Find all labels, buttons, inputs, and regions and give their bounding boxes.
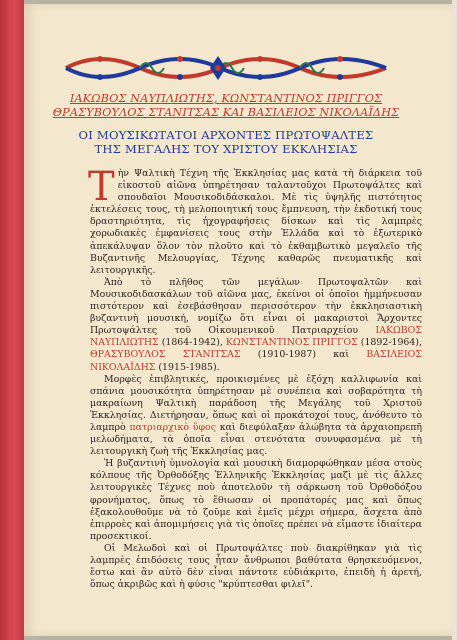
adjacent-red-page: [0, 0, 24, 640]
name-priggos: ΚΩΝΣΤΑΝΤΙΝΟΣ ΠΡΙΓΓΟΣ: [225, 337, 358, 349]
paragraph-1: Τὴν Ψαλτικὴ Τέχνη τῆς Ἐκκλησίας μας κατὰ τὴ διάρκεια τοῦ εἰκοστοῦ αἰῶνα ὑπηρέτησαν ταλαντοῦχοι Πρωτοψάλτες καὶ σπουδαῖοι Μουσικοδιδάσκαλοι. Μὲ τὶς ὑψηλῆς πιστότητος ἐκτελέσεις τους, τὴ μελοποιητική τους ἔμπνευση, τὴν ἐκδοτική τους δραστηριότητα, τὶς ἠχογραφήσεις δίσκων καὶ τὶς λαμπρὲς χορωδιακὲς ἐμφανίσεις τους στὴν Ἑλλάδα καὶ τὸ ἐξωτερικὸ ἀπεκάλυψαν ὅλον τὸν πλοῦτο καὶ τὸ ἐκθαμβωτικὸ μεγαλεῖο τῆς Βυζαντινῆς Μελουργίας, Τέχνης καθαρῶς πνευματικῆς καὶ λειτουργικῆς.: [88, 164, 422, 276]
subtitle-line-2: ΤΗΣ ΜΕΓΑΛΗΣ ΤΟΥ ΧΡΙΣΤΟΥ ΕΚΚΛΗΣΙΑΣ: [94, 142, 358, 156]
paragraph-2: Ἀπὸ τὸ πλῆθος τῶν μεγάλων Πρωτοψαλτῶν καὶ Μουσικοδιδασκάλων τοῦ αἰῶνα μας, ἐκείνοι οἱ ὁποῖοι ἡμμήνευσαν πιστότερον καὶ ἐσεβάσθησαν περισσότερον τὴν ἐκκλησιαστικὴ βυζαντινὴ μουσική, νομίζω ὅτι εἶναι οἱ μακαριστοὶ Ἄρχοντες Πρωτοψάλτες τοῦ Οἰκουμενικοῦ Πατριαρχείου ΙΑΚΩΒΟΣ ΝΑΥΠΛΙΩΤΗΣ (1864-1942), ΚΩΝΣΤΑΝΤΙΝΟΣ ΠΡΙΓΓΟΣ (1892-1964), ΘΡΑΣΥΒΟΥΛΟΣ ΣΤΑΝΙΤΣΑΣ (1910-1987) καὶ ΒΑΣΙΛΕΙΟΣ ΝΙΚΟΛΑΪΔΗΣ (1915-1985).: [90, 276, 422, 373]
subtitle-heading: [34, 128, 418, 156]
paragraph-4: Ἡ βυζαντινὴ ὑμνολογία καὶ μουσικὴ διαμορφώθηκαν μέσα στοὺς κόλπους τῆς Ὀρθοδόξης Ἑλληνικῆς Ἐκκλησίας μαζὶ μὲ τὶς ἄλλες λειτουργικὲς Τέχνες ποὺ ἀποτελοῦν τὴ σάρκωση τοῦ Ὀρθοδόξου φρονήματος, ὅπως τὸ ἔθιωσαν οἱ προπάτορές μας καὶ ὅπως ἐξακολουθοῦμε νὰ τὸ ζοῦμε καὶ ἐμεῖς μέχρι σήμερα, ἄσχετα ἀπὸ ἐπιρροὲς καὶ ἀπομιμήσεις γιὰ τὶς ὁποῖες πρέπει νὰ εἴμαστε ἰδιαίτερα προσεκτικοί.: [90, 458, 422, 542]
paragraph-5: Οἱ Μελωδοὶ καὶ οἱ Πρωτοψάλτες ποὺ διακρίθηκαν γιὰ τὶς λαμπρὲς ἐπιδόσεις τους ἦταν ἄνθρωποι βαθύτατα θρησκευόμενοι, ἔστω καὶ ἂν αὐτὸ δὲν εἶναι πάντοτε εὐδιάκριτο, ἐπειδὴ ἡ ἀρετή, ὅπως ἀκριβῶς καὶ ἡ φύσις "κρύπτεσθαι φιλεῖ".: [90, 542, 422, 591]
authors-line-1: ΙΑΚΩΒΟΣ ΝΑΥΠΛΙΩΤΗΣ, ΚΩΝΣΤΑΝΤΙΝΟΣ ΠΡΙΓΓΟΣ: [69, 92, 383, 105]
byzantine-ornament-icon: [60, 46, 392, 90]
patriarchal-style: πατριαρχικὸ ὕφος: [129, 421, 216, 433]
drop-cap: Τ: [88, 164, 115, 210]
page-edge: [452, 0, 457, 640]
authors-heading: [34, 92, 418, 120]
name-stanitsas: ΘΡΑΣΥΒΟΥΛΟΣ ΣΤΑΝΙΤΣΑΣ: [90, 349, 241, 361]
authors-line-2: ΘΡΑΣΥΒΟΥΛΟΣ ΣΤΑΝΙΤΣΑΣ ΚΑΙ ΒΑΣΙΛΕΙΟΣ ΝΙΚΟΛΑΪΔΗΣ: [52, 106, 400, 119]
name-nikolaidis: ΒΑΣΙΛΕΙΟΣ ΝΙΚΟΛΑΪΔΗΣ: [90, 349, 422, 373]
subtitle-line-1: ΟΙ ΜΟΥΣΙΚΩΤΑΤΟΙ ΑΡΧΟΝΤΕΣ ΠΡΩΤΟΨΑΛΤΕΣ: [78, 128, 374, 142]
paragraph-3: Μορφὲς ἐπιβλητικές, προικισμένες μὲ ἐξόχη καλλιφωνία καὶ σπάνια μουσικότητα ὑπηρέτησαν μὲ συνέπεια καὶ σοβαρότητα τὴ μακραίωνη Ψαλτικὴ παράδοση τῆς Μεγάλης τοῦ Χριστοῦ Ἐκκλησίας. Διετήρησαν, ὅπως καὶ οἱ προκάτοχοί τους, ἀνόθευτο τὸ λαμπρὸ πατριαρχικὸ ὕφος καὶ διεφύλαξαν ἀλώβητα τὰ ἀρχαιοπρεπῆ μελωδήματα, τὰ ὁποῖα εἶναι στενότατα συνυφασμένα μὲ τὴ λειτουργικὴ ζωὴ τῆς Ἐκκλησίας μας.: [90, 373, 422, 458]
name-nafpliotis: ΙΑΚΩΒΟΣ ΝΑΥΠΛΙΩΤΗΣ: [90, 325, 422, 349]
body-text: [88, 164, 422, 591]
